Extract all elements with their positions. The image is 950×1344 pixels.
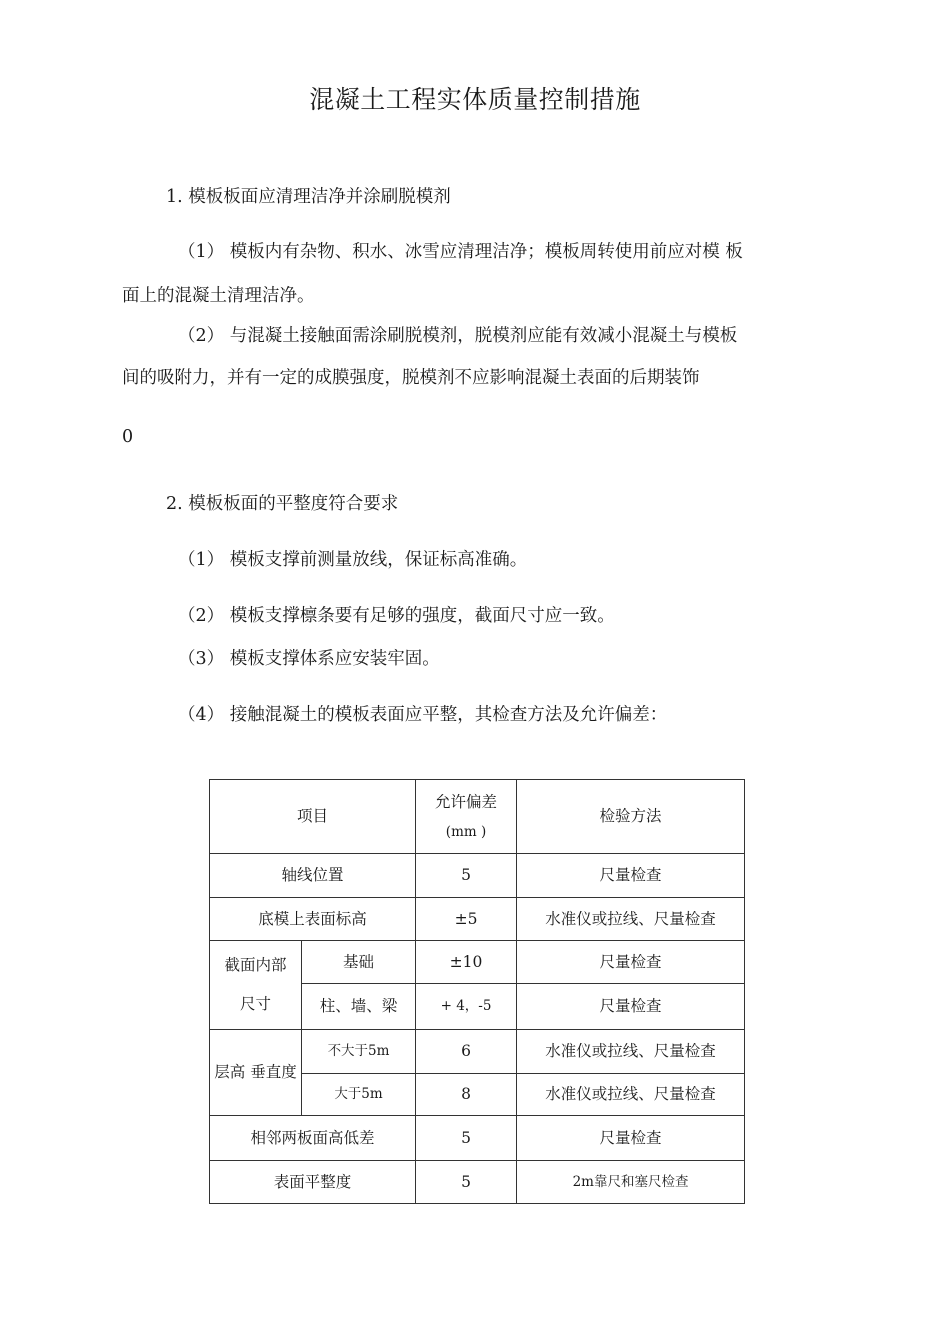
group-label-line-2: 尺寸 <box>239 995 271 1013</box>
section-2-item-4: （4） 接触混凝土的模板表面应平整，其检查方法及允许偏差： <box>178 705 668 725</box>
header-tolerance-line-2: (mm ) <box>445 823 487 840</box>
row-method: 水准仪或拉线、尺量检查 <box>517 1074 745 1116</box>
section-1-item-1-line-1: （1） 模板内有杂物、积水、冰雪应清理洁净；模板周转使用前应对模 板 <box>178 242 743 262</box>
table-row <box>210 941 745 984</box>
row-item: 大于5m <box>302 1074 416 1116</box>
table-row <box>210 1116 745 1161</box>
table-row <box>210 898 745 941</box>
row-tolerance: ±5 <box>416 898 517 941</box>
section-2-heading: 2. 模板板面的平整度符合要求 <box>166 494 399 514</box>
group-label-line-1: 截面内部 <box>224 956 287 975</box>
group-label-section-size <box>210 941 302 1030</box>
row-item: 表面平整度 <box>210 1161 416 1204</box>
row-item: 相邻两板面高低差 <box>210 1116 416 1161</box>
row-tolerance: ±10 <box>416 941 517 984</box>
table-row <box>210 1161 745 1204</box>
row-item: 不大于5m <box>302 1030 416 1074</box>
row-method: 水准仪或拉线、尺量检查 <box>517 898 745 941</box>
row-tolerance: + 4，-5 <box>416 984 517 1030</box>
row-method: 尺量检查 <box>517 941 745 984</box>
row-method: 尺量检查 <box>517 1116 745 1161</box>
row-item: 柱、墙、梁 <box>302 984 416 1030</box>
row-item: 基础 <box>302 941 416 984</box>
row-tolerance: 5 <box>416 854 517 898</box>
table-row <box>210 1030 745 1074</box>
row-method: 2m靠尺和塞尺检查 <box>517 1161 745 1204</box>
table-row <box>210 854 745 898</box>
section-1-item-2-line-3: 0 <box>122 427 134 447</box>
header-tolerance-line-1: 允许偏差 <box>435 793 498 812</box>
section-1-item-1-line-2: 面上的混凝土清理洁净。 <box>122 286 315 306</box>
header-item: 项目 <box>210 780 416 854</box>
row-tolerance: 5 <box>416 1116 517 1161</box>
table-header-row <box>210 780 745 854</box>
header-tolerance <box>416 780 517 854</box>
section-1-heading: 1. 模板板面应清理洁净并涂刷脱模剂 <box>166 187 451 207</box>
row-method: 尺量检查 <box>517 854 745 898</box>
row-method: 水准仪或拉线、尺量检查 <box>517 1030 745 1074</box>
header-method: 检验方法 <box>517 780 745 854</box>
row-tolerance: 5 <box>416 1161 517 1204</box>
row-tolerance: 6 <box>416 1030 517 1074</box>
section-2-item-2: （2） 模板支撑檩条要有足够的强度，截面尺寸应一致。 <box>178 606 615 626</box>
group-label-floor-height: 层高 垂直度 <box>210 1030 302 1116</box>
row-item: 轴线位置 <box>210 854 416 898</box>
section-1-item-2-line-2: 间的吸附力，并有一定的成膜强度，脱模剂不应影响混凝土表面的后期装饰 <box>122 368 700 388</box>
section-2-item-1: （1） 模板支撑前测量放线，保证标高准确。 <box>178 550 528 570</box>
row-item: 底模上表面标高 <box>210 898 416 941</box>
row-method: 尺量检查 <box>517 984 745 1030</box>
section-2-item-3: （3） 模板支撑体系应安装牢固。 <box>178 649 440 669</box>
section-1-item-2-line-1: （2） 与混凝土接触面需涂刷脱模剂，脱模剂应能有效减小混凝土与模板 <box>178 326 738 346</box>
row-tolerance: 8 <box>416 1074 517 1116</box>
tolerance-table <box>209 779 745 1204</box>
document-title: 混凝土工程实体质量控制措施 <box>309 85 641 114</box>
